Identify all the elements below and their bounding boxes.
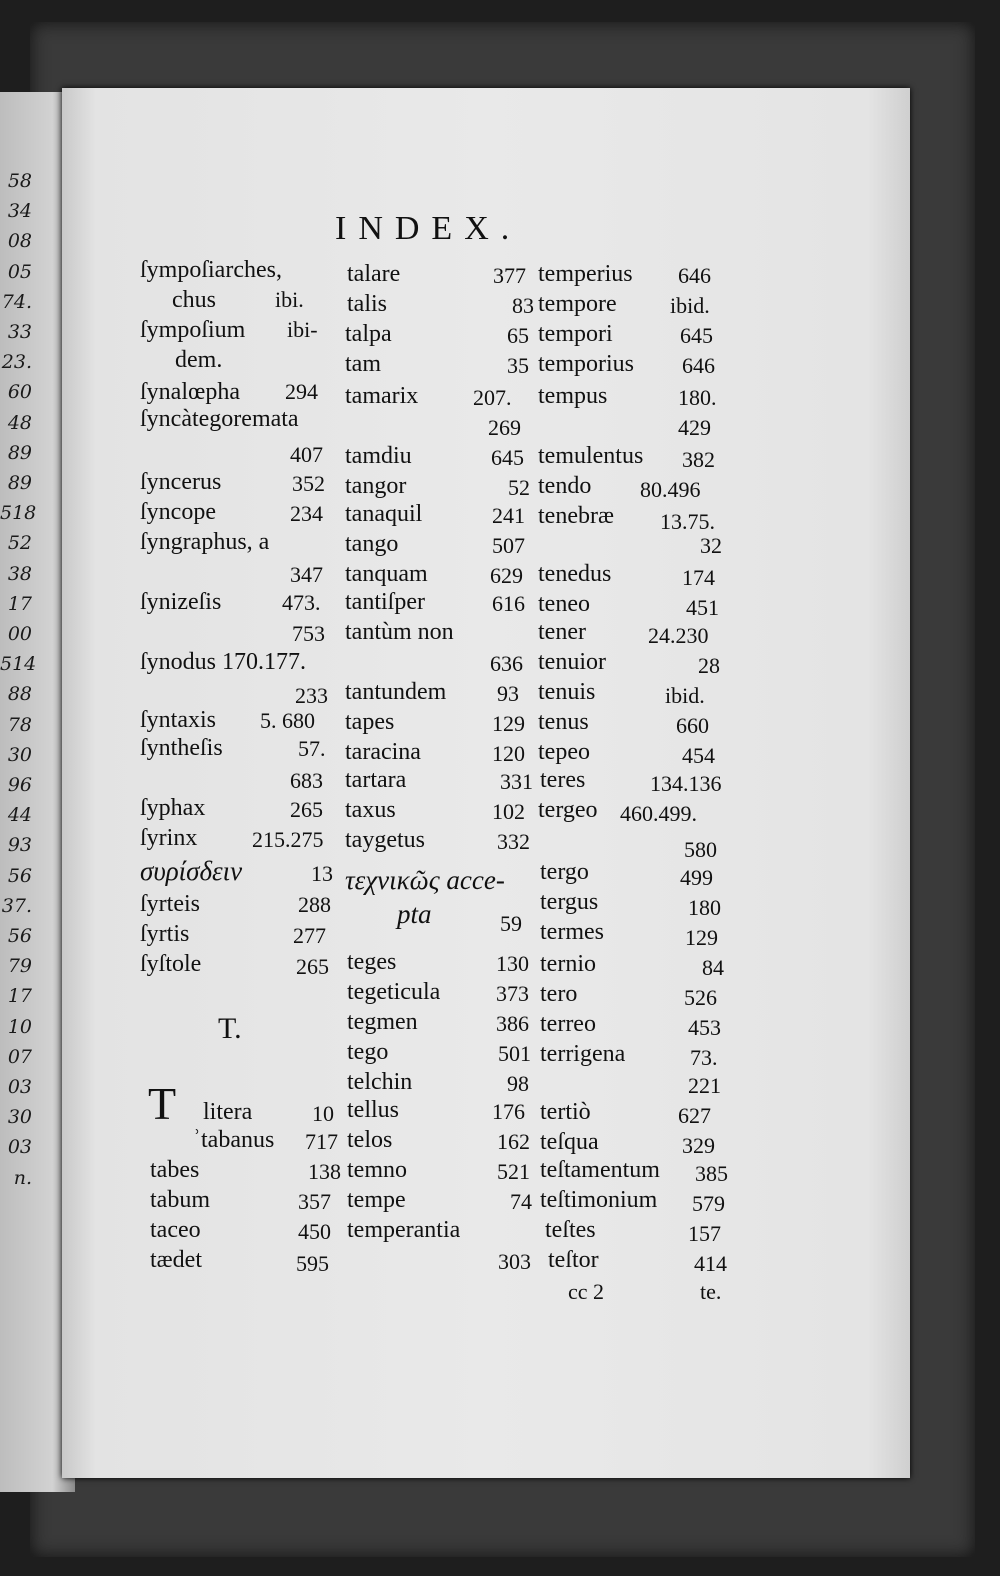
left-page-number: 08	[7, 230, 32, 253]
col2-entry: tego	[347, 1039, 389, 1065]
col2-entry: talare	[347, 261, 401, 287]
left-page-number: 38	[7, 562, 32, 585]
col1-entry: 717	[305, 1129, 338, 1154]
left-page-number: 56	[7, 864, 32, 887]
col2-entry: tantiſper	[345, 589, 425, 615]
left-page-number: 44	[7, 804, 32, 827]
col2-entry: 129	[492, 711, 525, 736]
left-page-number: 30	[7, 743, 32, 766]
left-page-number: 10	[7, 1015, 32, 1038]
col3-entry: teres	[540, 767, 586, 793]
col3-entry: tergo	[540, 859, 589, 885]
col3-entry: 382	[682, 447, 715, 472]
signature-mark: cc 2	[568, 1279, 605, 1304]
left-page-number: 00	[7, 623, 32, 645]
left-page-number: 514	[0, 653, 37, 676]
col3-entry: 454	[682, 743, 715, 768]
col1-entry: ibi.	[275, 287, 304, 312]
col3-entry: 627	[678, 1103, 711, 1128]
col2-entry: temno	[347, 1157, 407, 1183]
col3-entry: 24.230	[648, 623, 709, 648]
col2-entry: tantùm non	[345, 619, 454, 645]
col3-entry: 129	[685, 925, 718, 950]
col3-entry: 451	[686, 595, 719, 620]
left-page-number: n.	[13, 1166, 32, 1189]
col3-entry: 73.	[690, 1045, 718, 1070]
col1-entry: 265	[296, 954, 329, 979]
left-page-number: 37.	[1, 894, 32, 917]
left-page-number: 56	[7, 925, 32, 947]
left-page-number: 07	[7, 1045, 32, 1068]
col1-entry: 450	[298, 1219, 331, 1244]
col1-entry: 407	[290, 442, 323, 467]
col2-entry: tamarix	[345, 383, 419, 409]
col3-entry: 580	[684, 837, 717, 862]
left-page-number: 48	[7, 411, 32, 434]
col3-entry: 180.	[678, 385, 717, 410]
col2-entry: 331	[500, 769, 533, 794]
col3-entry: 460.499.	[620, 801, 697, 826]
col1-entry: 138	[308, 1159, 341, 1184]
col1-entry: 357	[298, 1189, 331, 1214]
col1-entry: ſyrteis	[140, 891, 200, 917]
col1-entry: ſynalœpha	[140, 379, 240, 405]
col3-entry: 385	[695, 1161, 728, 1186]
col1-entry: dem.	[175, 347, 223, 373]
col1-entry: ſyncàtegoremata	[140, 406, 299, 432]
col1-entry: 595	[296, 1251, 329, 1276]
col3-entry: tenus	[538, 709, 589, 735]
col2-entry: 120	[492, 741, 525, 766]
col3-entry: 646	[682, 353, 715, 378]
left-page-number: 60	[7, 381, 32, 404]
left-page-number: 52	[7, 532, 32, 555]
col1-entry: 288	[298, 892, 331, 917]
col2-entry: taygetus	[345, 827, 425, 853]
col1-entry: ſyſtole	[140, 951, 202, 977]
col2-entry: 83	[512, 293, 534, 318]
page-title: INDEX.	[335, 210, 522, 247]
col1-entry: ſyphax	[140, 795, 206, 821]
left-page-number: 58	[7, 170, 32, 192]
col1-entry: taceo	[150, 1217, 201, 1243]
col2-entry: 629	[490, 563, 523, 588]
col2-entry: 645	[491, 445, 524, 470]
col1-entry: ſyntheſis	[140, 735, 223, 761]
col2-entry: pta	[397, 899, 432, 929]
col3-entry: teneo	[538, 591, 590, 617]
col2-entry: 176	[492, 1099, 525, 1124]
col3-entry: ibid.	[665, 683, 705, 708]
left-page-number: 34	[7, 200, 32, 223]
col3-entry: tenuior	[538, 649, 606, 675]
col1-entry: ſyngraphus, a	[140, 529, 270, 555]
col3-entry: 28	[698, 653, 720, 678]
col2-entry: tam	[345, 351, 381, 377]
col3-entry: 221	[688, 1073, 721, 1098]
col1-entry: litera	[203, 1099, 253, 1125]
col3-entry: temulentus	[538, 443, 644, 469]
col2-entry: 74	[510, 1189, 532, 1214]
col3-entry: 645	[680, 323, 713, 348]
col2-entry: 102	[492, 799, 525, 824]
col3-entry: 157	[688, 1221, 721, 1246]
col3-entry: 646	[678, 263, 711, 288]
col3-entry: 134.136	[650, 771, 722, 796]
col2-entry: telchin	[347, 1069, 413, 1095]
col1-entry: ſynodus 170.177.	[140, 649, 307, 675]
col2-entry: 130	[496, 951, 529, 976]
col1-entry: 57.	[298, 736, 326, 761]
left-page-number: 03	[7, 1136, 32, 1159]
col2-entry: 501	[498, 1041, 531, 1066]
col1-entry: 10	[312, 1101, 334, 1126]
col1-entry: ʾtabanus	[193, 1127, 275, 1153]
col1-entry: 5. 680	[260, 708, 315, 733]
col1-entry: ſyntaxis	[140, 707, 216, 733]
col1-entry: 294	[285, 379, 318, 404]
col2-entry: 93	[497, 681, 519, 706]
col2-entry: 98	[507, 1071, 529, 1096]
col2-entry: tantundem	[345, 679, 447, 705]
col2-entry: talpa	[345, 321, 392, 347]
col2-entry: 332	[497, 829, 530, 854]
col2-entry: tamdiu	[345, 443, 412, 469]
col1-entry: 265	[290, 797, 323, 822]
col2-entry: temperantia	[347, 1217, 461, 1243]
col1-entry: ibi-	[287, 317, 318, 342]
col2-entry: 616	[492, 591, 525, 616]
col2-entry: 636	[490, 651, 523, 676]
col2-entry: 386	[496, 1011, 529, 1036]
col2-entry: 303	[498, 1249, 531, 1274]
col3-entry: terreo	[540, 1011, 596, 1037]
col1-entry: 215.275	[252, 827, 324, 852]
col3-entry: tergus	[540, 889, 599, 915]
col1-entry: T	[148, 1078, 177, 1129]
col2-entry: 377	[493, 263, 526, 288]
left-page-number: 05	[7, 260, 32, 283]
col1-entry: συρίσδειν	[140, 856, 243, 886]
col3-entry: 174	[682, 565, 715, 590]
col3-entry: 329	[682, 1133, 715, 1158]
left-page-number: 17	[7, 592, 32, 615]
col3-entry: tenuis	[538, 679, 596, 705]
col3-entry: tenebræ	[538, 503, 614, 529]
col3-entry: temperius	[538, 261, 633, 287]
col2-entry: 35	[507, 353, 529, 378]
left-page-number: 89	[7, 472, 32, 494]
col3-entry: 499	[680, 865, 713, 890]
col1-entry: T.	[218, 1012, 242, 1045]
col3-entry: 84	[702, 955, 724, 980]
col2-entry: talis	[347, 291, 387, 317]
col2-entry: 269	[488, 415, 521, 440]
col1-entry: 347	[290, 562, 323, 587]
col1-entry: tabum	[150, 1187, 210, 1213]
col3-entry: teſtimonium	[540, 1187, 658, 1213]
col3-entry: teſqua	[540, 1129, 599, 1155]
col2-entry: 59	[500, 911, 522, 936]
left-page-number: 78	[7, 713, 32, 736]
col3-entry: ternio	[540, 951, 596, 977]
col2-entry: τεχνικῶς acce-	[345, 865, 505, 895]
col2-entry: tanaquil	[345, 501, 423, 527]
col1-entry: ſympoſiarches,	[140, 257, 282, 283]
col2-entry: 507	[492, 533, 525, 558]
col1-entry: 277	[293, 923, 326, 948]
col1-entry: ſyrinx	[140, 825, 198, 851]
col3-entry: teſtor	[548, 1247, 599, 1273]
col2-entry: tegmen	[347, 1009, 418, 1035]
left-page-number: 88	[7, 683, 32, 706]
left-page-number: 518	[0, 502, 37, 525]
left-page-number: 96	[7, 774, 32, 796]
col1-entry: ſyncope	[140, 499, 216, 525]
col1-entry: 233	[295, 683, 328, 708]
col2-entry: tanquam	[345, 561, 428, 587]
col2-entry: tango	[345, 531, 399, 557]
col1-entry: 352	[292, 471, 325, 496]
col3-entry: tempori	[538, 321, 613, 347]
col1-entry: ſyncerus	[140, 469, 222, 495]
col3-entry: termes	[540, 919, 604, 945]
col2-entry: 52	[508, 475, 530, 500]
col1-entry: 753	[292, 621, 325, 646]
col3-entry: 579	[692, 1191, 725, 1216]
col3-entry: terrigena	[540, 1041, 626, 1067]
col3-entry: teſtamentum	[540, 1157, 660, 1183]
col3-entry: tertiò	[540, 1099, 591, 1125]
left-page-number: 93	[7, 834, 32, 857]
col2-entry: taracina	[345, 739, 421, 765]
col2-entry: 162	[497, 1129, 530, 1154]
col3-entry: tener	[538, 619, 586, 645]
col3-entry: ibid.	[670, 293, 710, 318]
col3-entry: temporius	[538, 351, 634, 377]
col3-entry: tepeo	[538, 739, 590, 765]
col1-entry: ſyrtis	[140, 921, 190, 947]
catchword: te.	[700, 1279, 722, 1304]
col1-entry: ſynizeſis	[140, 589, 222, 615]
col2-entry: teges	[347, 949, 397, 975]
col3-entry: 80.496	[640, 477, 701, 502]
col3-entry: tero	[540, 981, 578, 1007]
col2-entry: 373	[496, 981, 529, 1006]
col1-entry: 234	[290, 501, 323, 526]
col3-entry: 453	[688, 1015, 721, 1040]
col2-entry: taxus	[345, 797, 396, 823]
col1-entry: tædet	[150, 1247, 202, 1273]
left-page-number: 74.	[1, 290, 32, 313]
left-page-number: 03	[7, 1076, 32, 1098]
col3-entry: 180	[688, 895, 721, 920]
left-page-number: 89	[7, 441, 32, 464]
col2-entry: tellus	[347, 1097, 399, 1123]
col3-entry: 526	[684, 985, 717, 1010]
col2-entry: tangor	[345, 473, 407, 499]
col3-entry: teſtes	[545, 1217, 596, 1243]
col2-entry: tartara	[345, 767, 407, 793]
col3-entry: tendo	[538, 473, 592, 499]
col2-entry: tempe	[347, 1187, 406, 1213]
col1-entry: 683	[290, 768, 323, 793]
col3-entry: tempus	[538, 383, 608, 409]
col3-entry: 32	[700, 533, 722, 558]
col1-entry: tabes	[150, 1157, 200, 1183]
col2-entry: telos	[347, 1127, 393, 1153]
col2-entry: 65	[507, 323, 529, 348]
left-page-number: 33	[7, 321, 32, 343]
col1-entry: 473.	[282, 590, 321, 615]
col2-entry: tegeticula	[347, 979, 441, 1005]
left-page-number: 79	[7, 955, 32, 978]
left-page-number: 30	[7, 1106, 32, 1129]
col3-entry: 429	[678, 415, 711, 440]
left-page-number: 17	[7, 985, 32, 1008]
col2-entry: 207.	[473, 385, 512, 410]
col1-entry: ſympoſium	[140, 317, 246, 343]
col1-entry: chus	[172, 287, 216, 313]
left-page-number: 23.	[1, 351, 32, 374]
col3-entry: tergeo	[538, 797, 598, 823]
col2-entry: 241	[492, 503, 525, 528]
col3-entry: tenedus	[538, 561, 612, 587]
col2-entry: 521	[497, 1159, 530, 1184]
col1-entry: 13	[311, 861, 333, 886]
col3-entry: 13.75.	[660, 509, 715, 534]
col3-entry: 414	[694, 1251, 727, 1276]
col2-entry: tapes	[345, 709, 395, 735]
col3-entry: tempore	[538, 291, 617, 317]
col3-entry: 660	[676, 713, 709, 738]
